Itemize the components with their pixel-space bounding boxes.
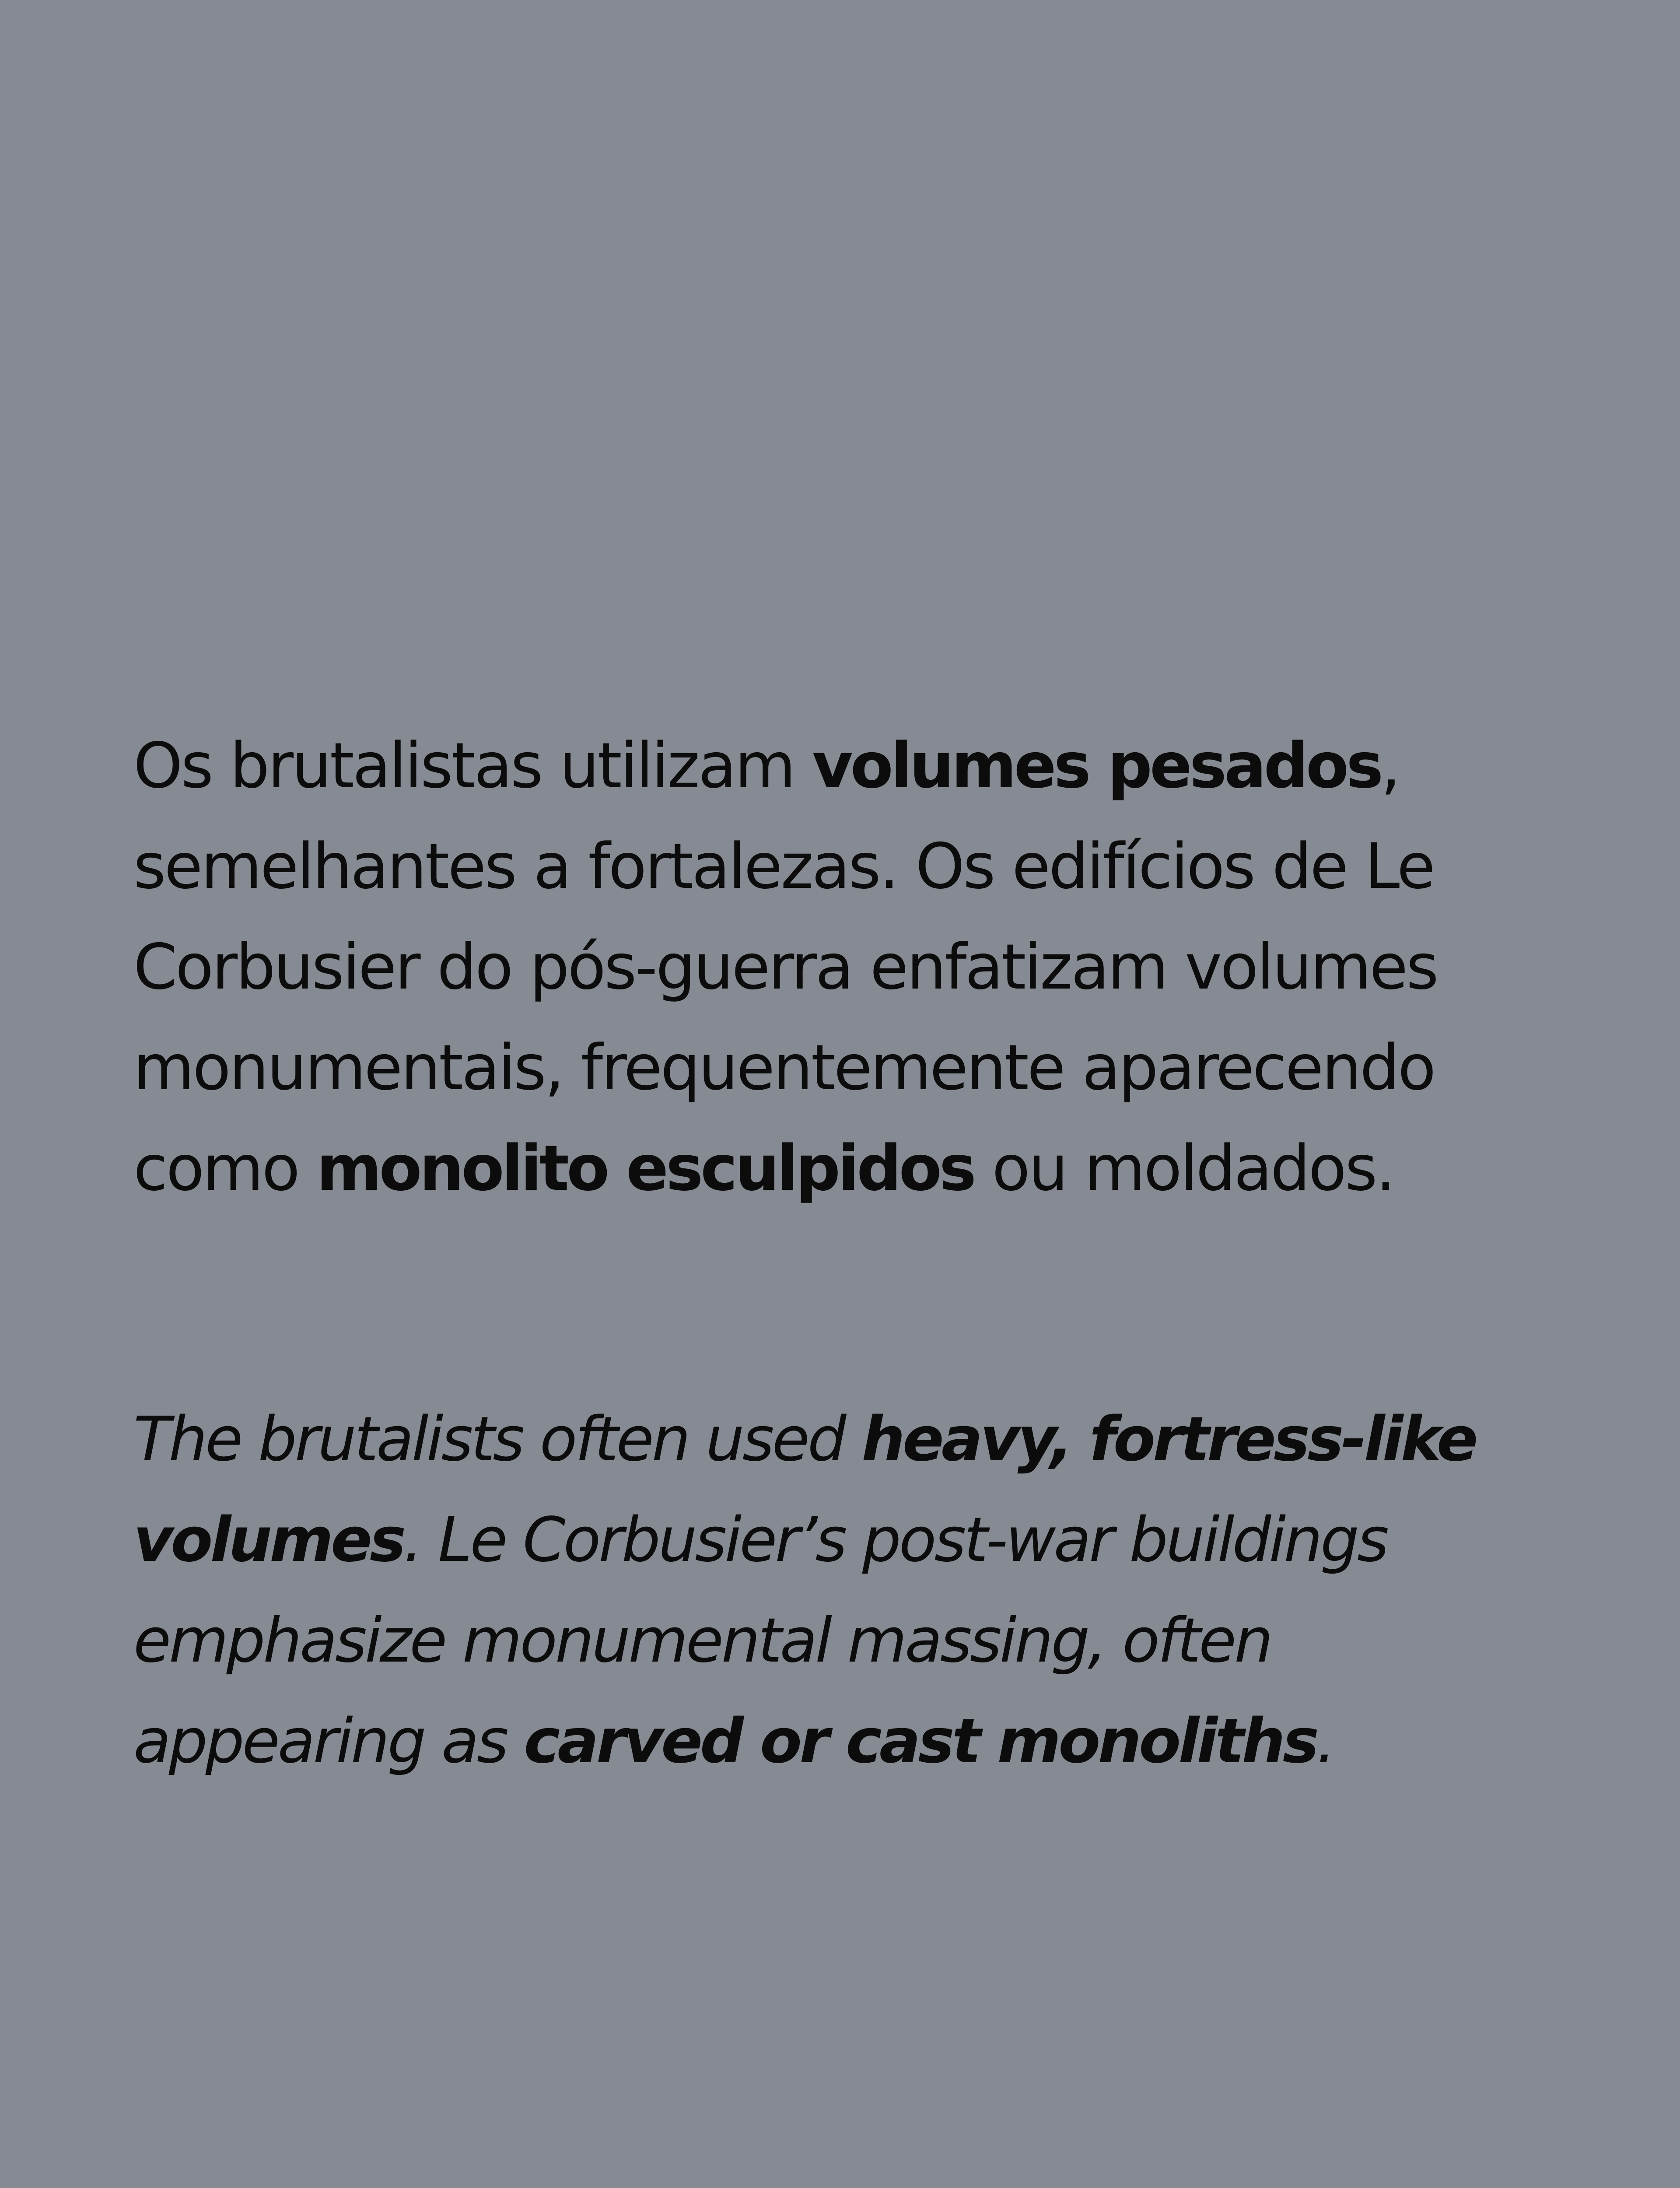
text-segment: Os brutalistas utilizam xyxy=(133,729,812,802)
text-segment: The brutalists often used xyxy=(133,1404,862,1475)
emphasis-text: heavy, fortress-like xyxy=(861,1404,1476,1475)
portuguese-line-2: semelhantes a fortalezas. Os edifícios de Le xyxy=(133,830,1434,903)
english-line-4 xyxy=(133,1691,1630,1792)
text-segment: appearing as xyxy=(133,1706,524,1777)
emphasis-text: volumes xyxy=(133,1504,404,1576)
portuguese-line-1 xyxy=(133,715,1630,816)
english-line-1 xyxy=(133,1389,1630,1490)
text-segment: . xyxy=(1316,1706,1334,1777)
emphasis-text: monolito esculpidos xyxy=(316,1132,974,1205)
text-segment: como xyxy=(133,1132,317,1205)
text-segment: , xyxy=(1381,729,1399,802)
english-paragraph xyxy=(133,1389,1630,1792)
text-segment: . Le Corbusier’s post-war buildings xyxy=(403,1504,1387,1576)
emphasis-text: carved or cast monoliths xyxy=(524,1706,1317,1777)
portuguese-line-5 xyxy=(133,1118,1630,1219)
text-segment: ou moldados. xyxy=(973,1132,1394,1205)
english-line-2 xyxy=(133,1490,1630,1591)
portuguese-line-3: Corbusier do pós-guerra enfatizam volumes xyxy=(133,930,1437,1003)
english-line-3: emphasize monumental massing, often xyxy=(133,1605,1271,1676)
portuguese-line-4: monumentais, frequentemente aparecendo xyxy=(133,1031,1435,1104)
emphasis-text: volumes pesados xyxy=(812,729,1381,802)
portuguese-paragraph xyxy=(133,715,1630,1219)
